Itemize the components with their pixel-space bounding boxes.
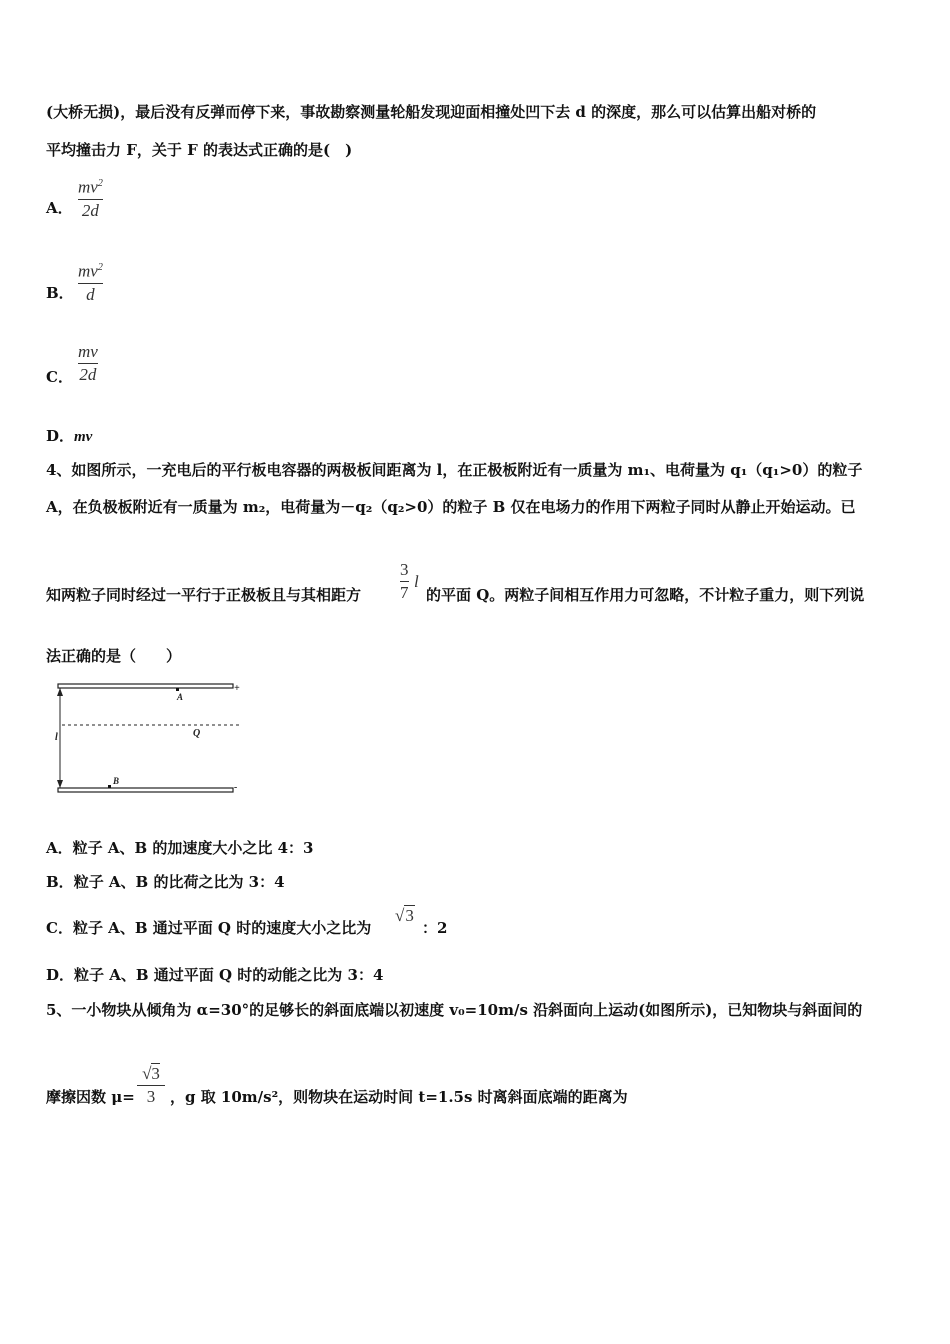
option-b-exponent: 2 [97,262,103,273]
option-a-numerator: mv [78,177,98,197]
intro-line-2: 平均撞击力 F，关于 F 的表达式正确的是( ) [46,141,353,159]
option-c-fraction [78,342,98,385]
option-c-label: C． [46,368,73,386]
q4-option-a [46,838,314,858]
plane-q-label: Q [193,728,201,739]
q5-mu-sqrt: 3 [151,1064,160,1083]
option-a-fraction [78,174,103,221]
option-a-denominator: 2d [81,200,99,220]
capacitor-diagram [50,680,250,800]
q5-mu-num: √3 [142,1064,160,1083]
q4-frac-den: 7 [400,583,409,602]
q4-option-d [46,965,383,985]
q4-option-c-label: C． [46,919,73,937]
option-d [46,426,92,447]
q4-option-a-text: 粒子 A、B 的加速度大小之比 4：3 [72,839,314,857]
arrow-head-down [57,780,63,788]
q4-line-2: A，在负极板附近有一质量为 m₂，电荷量为－q₂（q₂>0）的粒子 B 仅在电场力的作用下两粒子同时从静止开始运动。已 [46,498,856,516]
option-c-numerator: mv [78,342,98,361]
option-b-numerator: mv [78,261,98,281]
q4-option-c-sqrt-value: 3 [405,906,414,925]
q4-option-c-sqrt: √3 [395,906,414,925]
q4-frac-num: 3 [400,560,409,579]
option-c-denominator: 2d [79,365,97,384]
plus-sign: + [234,683,240,694]
negative-plate [58,788,233,792]
q4-option-b [46,872,285,892]
q5-line-2-post: ，g 取 10m/s²，则物块在运动时间 t=1.5s 时离斜面底端的距离为 [170,1088,628,1106]
q5-line-1: 5、一小物块从倾角为 α=30°的足够长的斜面底端以初速度 v₀=10m/s 沿斜面向上运动(如图所示)，已知物块与斜面间的 [46,1001,863,1019]
particle-a-label: A [177,692,184,702]
q4-line-3-pre: 知两粒子同时经过一平行于正极板且与其相距方 [46,586,362,604]
particle-b-label: B [113,776,120,786]
option-a-label: A． [46,199,73,217]
q4-frac-var: l [414,572,419,591]
q4-option-a-label: A． [46,839,73,857]
q4-option-c-text-pre: 粒子 A、B 通过平面 Q 时的速度大小之比为 [72,919,372,937]
q4-option-b-text: 粒子 A、B 的比荷之比为 3：4 [73,873,285,891]
q5-mu-fraction [137,1064,165,1107]
q4-line-3-post: 的平面 Q。两粒子间相互作用力可忽略，不计粒子重力，则下列说 [426,586,865,604]
q4-option-b-label: B． [46,873,74,891]
q4-option-c [46,918,371,938]
q4-line-4: 法正确的是（ ） [46,647,182,665]
particle-b [108,785,111,788]
q4-distance-fraction [400,560,409,603]
distance-label: l [55,732,58,743]
option-a-exponent: 2 [97,178,103,189]
q4-option-c-text-post: ：2 [422,919,448,937]
q4-option-d-label: D． [46,966,75,984]
option-b-label: B． [46,284,74,302]
q5-line-2-pre: 摩擦因数 μ= [46,1088,135,1106]
option-b-fraction [78,258,103,305]
q5-mu-den: 3 [146,1087,156,1106]
particle-a [176,688,179,691]
intro-line-1: (大桥无损)，最后没有反弹而停下来，事故勘察测量轮船发现迎面相撞处凹下去 d 的深度，那么可以估算出船对桥的 [46,103,817,121]
minus-sign: - [234,782,238,793]
arrow-head-up [57,688,63,696]
option-d-text: mv [74,429,93,445]
q4-option-d-text: 粒子 A、B 通过平面 Q 时的动能之比为 3：4 [74,966,384,984]
positive-plate [58,684,233,688]
option-d-label: D． [46,427,75,445]
option-b-denominator: d [86,284,95,304]
q4-line-1: 4、如图所示，一充电后的平行板电容器的两极板间距离为 l，在正极板附近有一质量为 m₁、电荷量为 q₁（q₁>0）的粒子 [46,461,863,479]
